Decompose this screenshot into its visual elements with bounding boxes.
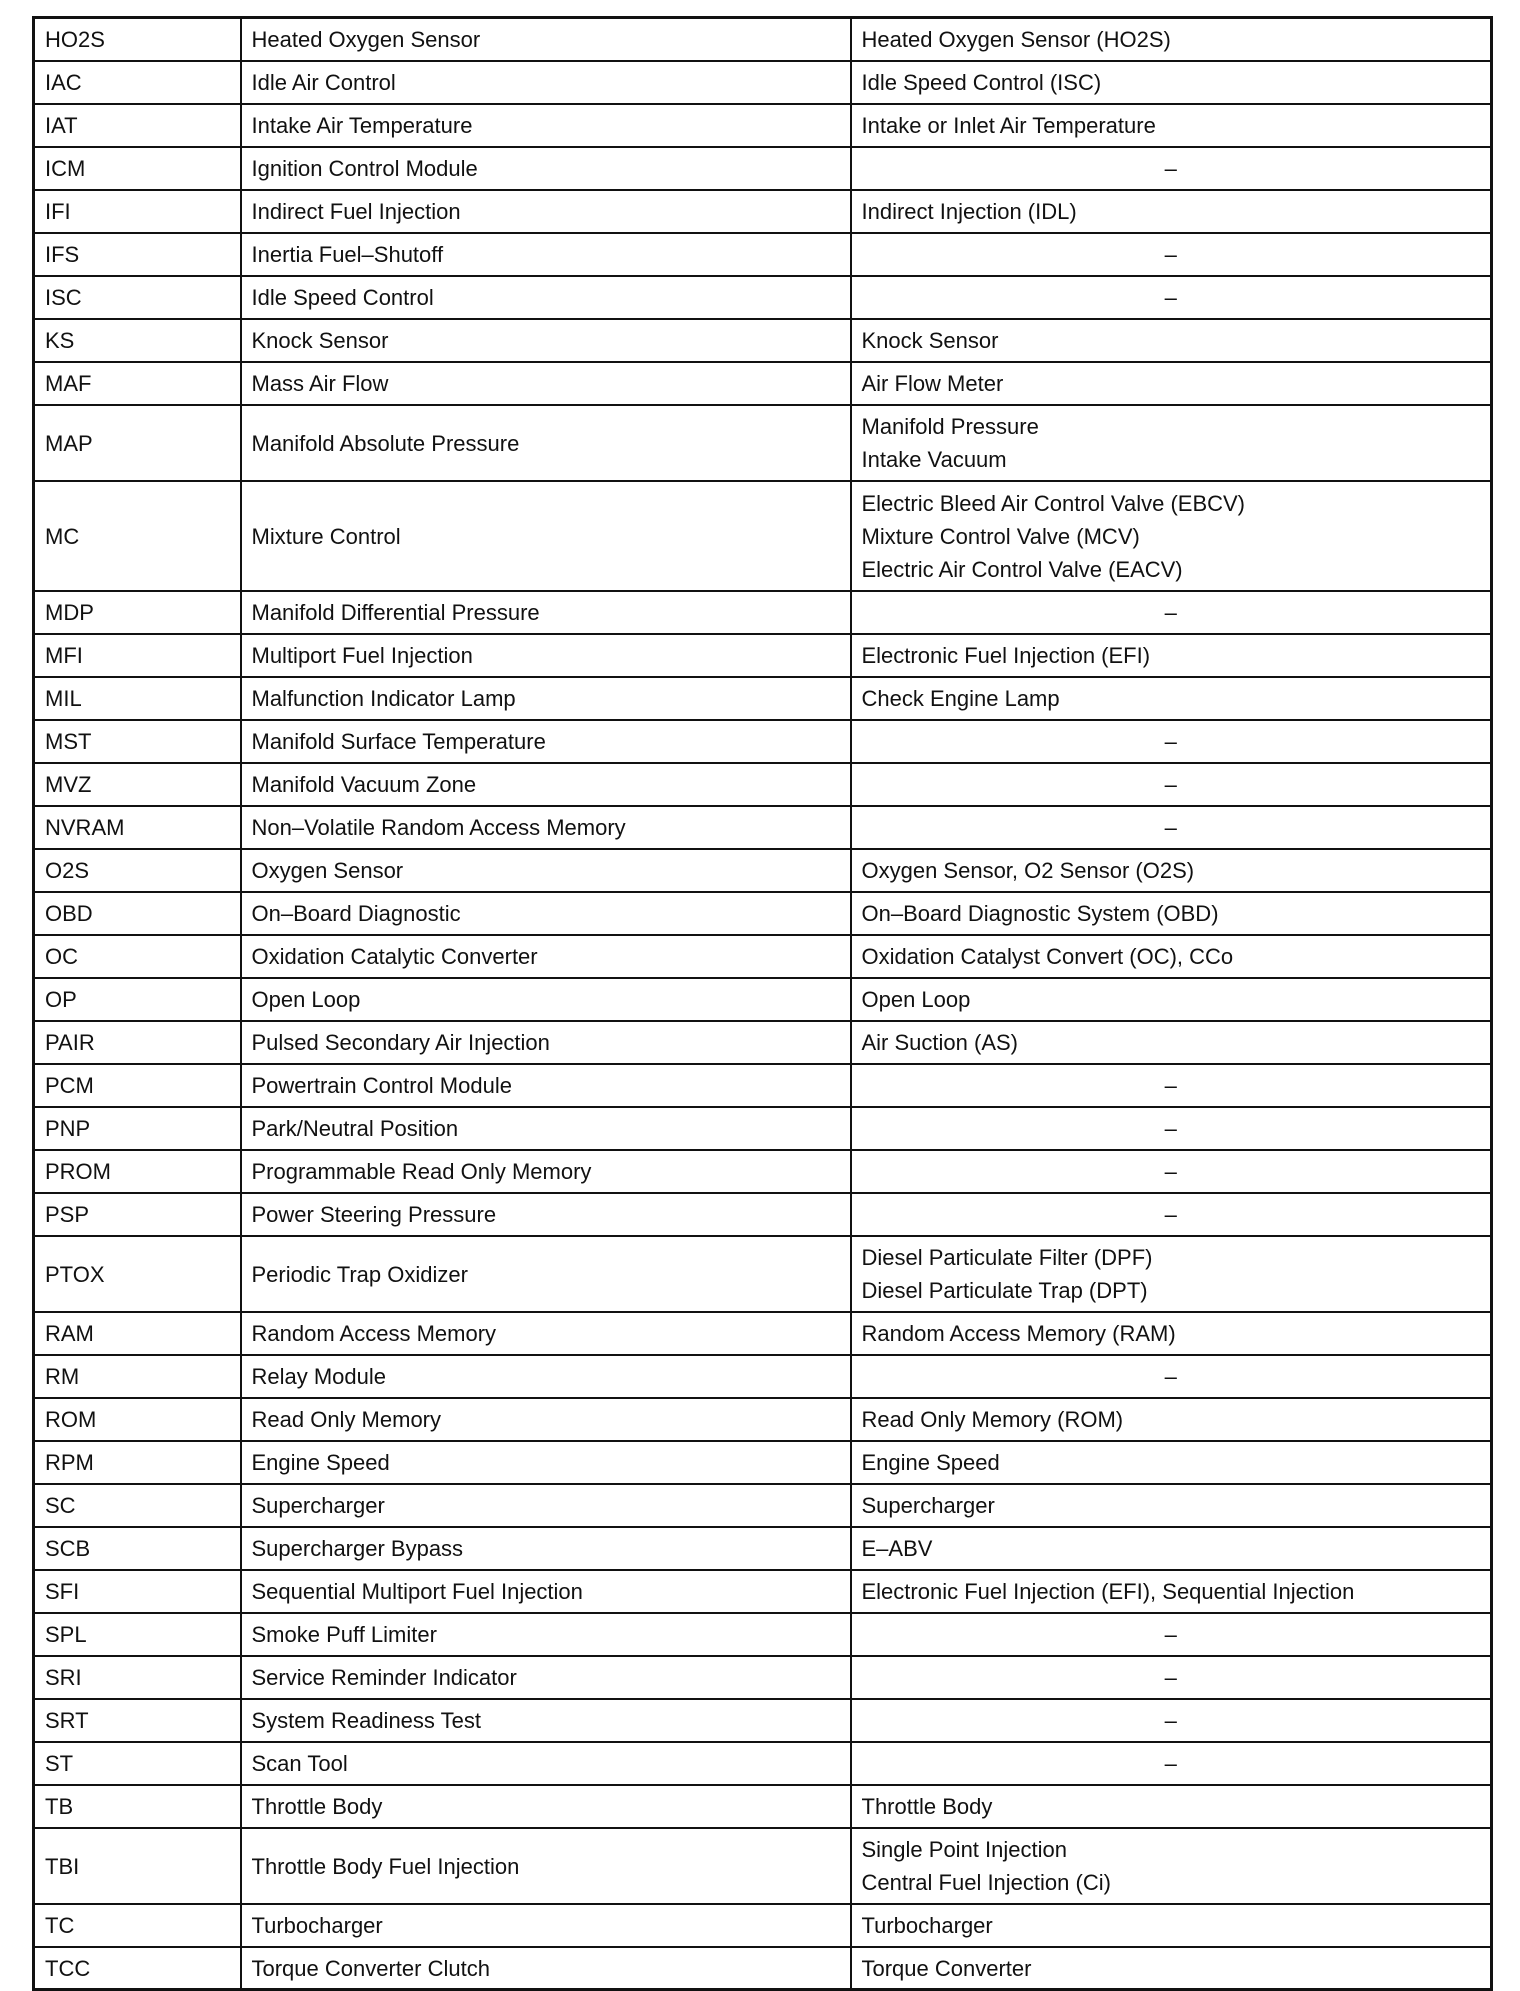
term-cell: Throttle Body Fuel Injection [241,1828,851,1904]
alternate-term-line: – [1164,1159,1177,1184]
abbreviation-cell: TBI [34,1828,241,1904]
table-row [34,405,1492,481]
table-row [34,233,1492,276]
alternate-term-cell [851,1656,1492,1699]
abbreviation-cell: TB [34,1785,241,1828]
alternate-term-line: – [1164,1665,1177,1690]
term-cell: Mixture Control [241,481,851,591]
table-row [34,1236,1492,1312]
alternate-term-line: Supercharger [861,1493,995,1518]
abbreviation-cell: MAF [34,362,241,405]
table-row [34,1484,1492,1527]
abbreviation-cell: MIL [34,677,241,720]
table-row [34,806,1492,849]
table-row [34,720,1492,763]
abbreviation-cell: ST [34,1742,241,1785]
alternate-term-line: – [1164,1708,1177,1733]
abbreviation-cell: SRI [34,1656,241,1699]
alternate-term-line: Manifold Pressure [861,414,1039,439]
table-row [34,849,1492,892]
alternate-term-line: Heated Oxygen Sensor (HO2S) [861,27,1171,53]
table-row [34,1699,1492,1742]
term-cell: Powertrain Control Module [241,1064,851,1107]
alternate-term-line: Air Flow Meter [861,371,1004,396]
abbreviation-cell: MDP [34,591,241,634]
abbreviation-cell: KS [34,319,241,362]
abbreviation-cell: PCM [34,1064,241,1107]
term-cell: Pulsed Secondary Air Injection [241,1021,851,1064]
table-row [34,190,1492,233]
abbreviation-cell: SCB [34,1527,241,1570]
term-cell: Power Steering Pressure [241,1193,851,1236]
table-row [34,276,1492,319]
abbreviation-cell: OBD [34,892,241,935]
term-cell: Manifold Absolute Pressure [241,405,851,481]
abbreviation-cell: TC [34,1904,241,1947]
table-row [34,1613,1492,1656]
alternate-term-line: Diesel Particulate Filter (DPF) [861,1245,1153,1270]
abbreviation-cell: SPL [34,1613,241,1656]
term-cell: Indirect Fuel Injection [241,190,851,233]
alternate-term-line: Random Access Memory (RAM) [861,1321,1176,1346]
alternate-term-line: Electronic Fuel Injection (EFI), Sequential Injection [861,1579,1355,1604]
table-row [34,1107,1492,1150]
alternate-term-line: Engine Speed [861,1450,1000,1475]
term-cell: Mass Air Flow [241,362,851,405]
alternate-term-cell [851,147,1492,190]
abbreviation-cell: RAM [34,1312,241,1355]
term-cell: Torque Converter Clutch [241,1947,851,1990]
abbreviation-cell: PAIR [34,1021,241,1064]
alternate-term-cell [851,1947,1492,1990]
abbreviation-cell: OP [34,978,241,1021]
table-row [34,1570,1492,1613]
table-row [34,935,1492,978]
alternate-term-cell [851,1742,1492,1785]
table-row [34,1947,1492,1990]
abbreviation-cell: MVZ [34,763,241,806]
alternate-term-cell [851,1193,1492,1236]
table-row [34,1785,1492,1828]
abbreviation-cell: IAC [34,61,241,104]
alternate-term-cell [851,1484,1492,1527]
abbreviation-cell: O2S [34,849,241,892]
table-row [34,978,1492,1021]
term-cell: Smoke Puff Limiter [241,1613,851,1656]
alternate-term-cell [851,1355,1492,1398]
alternate-term-cell [851,319,1492,362]
alternate-term-cell [851,1107,1492,1150]
abbreviation-table-body [34,18,1492,1990]
alternate-term-cell [851,1150,1492,1193]
alternate-term-line: – [1164,729,1177,754]
table-row [34,1742,1492,1785]
alternate-term-line: Knock Sensor [861,328,999,353]
table-row [34,1828,1492,1904]
alternate-term-cell [851,1236,1492,1312]
abbreviation-cell: MC [34,481,241,591]
alternate-term-line: – [1164,1073,1177,1098]
alternate-term-cell [851,481,1492,591]
abbreviation-cell: PROM [34,1150,241,1193]
table-row [34,1021,1492,1064]
alternate-term-line: Idle Speed Control (ISC) [861,70,1102,95]
table-row [34,763,1492,806]
term-cell: Manifold Differential Pressure [241,591,851,634]
alternate-term-line: Read Only Memory (ROM) [861,1407,1124,1432]
abbreviation-cell: MST [34,720,241,763]
alternate-term-cell [851,1064,1492,1107]
alternate-term-cell [851,634,1492,677]
term-cell: Manifold Vacuum Zone [241,763,851,806]
alternate-term-cell [851,1312,1492,1355]
alternate-term-line: E–ABV [861,1536,933,1561]
abbreviation-cell: ISC [34,276,241,319]
alternate-term-line: Single Point Injection [861,1837,1067,1862]
table-row [34,1064,1492,1107]
alternate-term-cell [851,190,1492,233]
abbreviation-cell: MFI [34,634,241,677]
table-row [34,1441,1492,1484]
term-cell: Malfunction Indicator Lamp [241,677,851,720]
alternate-term-line: – [1164,1751,1177,1776]
alternate-term-cell [851,1021,1492,1064]
alternate-term-line: – [1164,772,1177,797]
alternate-term-line: Torque Converter [861,1955,1032,1981]
alternate-term-cell [851,1527,1492,1570]
term-cell: Scan Tool [241,1742,851,1785]
table-row [34,1656,1492,1699]
alternate-term-line: Intake or Inlet Air Temperature [861,113,1156,138]
abbreviation-cell: OC [34,935,241,978]
abbreviation-cell: NVRAM [34,806,241,849]
alternate-term-line: Electric Air Control Valve (EACV) [861,556,1183,582]
abbreviation-cell: MAP [34,405,241,481]
alternate-term-line: – [1164,156,1177,181]
term-cell: Open Loop [241,978,851,1021]
table-row [34,892,1492,935]
alternate-term-line: – [1164,1116,1177,1141]
alternate-term-line: Electric Bleed Air Control Valve (EBCV) [861,490,1246,516]
abbreviation-cell: HO2S [34,18,241,61]
term-cell: Read Only Memory [241,1398,851,1441]
alternate-term-line: Air Suction (AS) [861,1030,1018,1055]
term-cell: Knock Sensor [241,319,851,362]
term-cell: Programmable Read Only Memory [241,1150,851,1193]
alternate-term-cell [851,677,1492,720]
term-cell: Ignition Control Module [241,147,851,190]
abbreviation-table [32,16,1493,1991]
alternate-term-cell [851,763,1492,806]
table-row [34,634,1492,677]
alternate-term-line: – [1164,285,1177,310]
abbreviation-cell: RM [34,1355,241,1398]
alternate-term-line: – [1164,815,1177,840]
term-cell: Park/Neutral Position [241,1107,851,1150]
term-cell: System Readiness Test [241,1699,851,1742]
alternate-term-cell [851,61,1492,104]
alternate-term-line: Diesel Particulate Trap (DPT) [861,1278,1148,1303]
table-row [34,104,1492,147]
alternate-term-cell [851,1904,1492,1947]
alternate-term-line: Oxygen Sensor, O2 Sensor (O2S) [861,858,1195,883]
alternate-term-line: Indirect Injection (IDL) [861,199,1077,224]
term-cell: Oxygen Sensor [241,849,851,892]
abbreviation-cell: PTOX [34,1236,241,1312]
alternate-term-cell [851,892,1492,935]
alternate-term-cell [851,1570,1492,1613]
abbreviation-cell: SRT [34,1699,241,1742]
table-row [34,362,1492,405]
alternate-term-line: Oxidation Catalyst Convert (OC), CCo [861,944,1234,969]
alternate-term-line: Check Engine Lamp [861,686,1060,711]
term-cell: Periodic Trap Oxidizer [241,1236,851,1312]
table-row [34,61,1492,104]
term-cell: Supercharger Bypass [241,1527,851,1570]
alternate-term-cell [851,978,1492,1021]
table-row [34,591,1492,634]
abbreviation-cell: PSP [34,1193,241,1236]
table-row [34,18,1492,61]
table-row [34,1398,1492,1441]
alternate-term-cell [851,405,1492,481]
abbreviation-cell: SFI [34,1570,241,1613]
alternate-term-line: – [1164,1202,1177,1227]
alternate-term-cell [851,1828,1492,1904]
table-row [34,147,1492,190]
abbreviation-cell: IFI [34,190,241,233]
alternate-term-cell [851,276,1492,319]
table-row [34,1904,1492,1947]
alternate-term-line: On–Board Diagnostic System (OBD) [861,901,1219,926]
alternate-term-cell [851,1699,1492,1742]
term-cell: Intake Air Temperature [241,104,851,147]
alternate-term-cell [851,1785,1492,1828]
table-row [34,1355,1492,1398]
table-row [34,677,1492,720]
alternate-term-cell [851,720,1492,763]
term-cell: Heated Oxygen Sensor [241,18,851,61]
alternate-term-line: Throttle Body [861,1794,993,1819]
alternate-term-cell [851,104,1492,147]
alternate-term-cell [851,18,1492,61]
term-cell: Idle Speed Control [241,276,851,319]
abbreviation-cell: IAT [34,104,241,147]
alternate-term-cell [851,1398,1492,1441]
abbreviation-cell: SC [34,1484,241,1527]
abbreviation-cell: ROM [34,1398,241,1441]
term-cell: Manifold Surface Temperature [241,720,851,763]
term-cell: Turbocharger [241,1904,851,1947]
alternate-term-line: Mixture Control Valve (MCV) [861,523,1140,549]
alternate-term-line: Open Loop [861,987,971,1012]
alternate-term-line: Central Fuel Injection (Ci) [861,1870,1111,1895]
term-cell: Multiport Fuel Injection [241,634,851,677]
term-cell: On–Board Diagnostic [241,892,851,935]
alternate-term-line: – [1164,600,1177,625]
alternate-term-cell [851,362,1492,405]
alternate-term-line: Intake Vacuum [861,447,1007,472]
alternate-term-cell [851,806,1492,849]
term-cell: Engine Speed [241,1441,851,1484]
term-cell: Service Reminder Indicator [241,1656,851,1699]
alternate-term-cell [851,1441,1492,1484]
alternate-term-line: Turbocharger [861,1913,993,1938]
term-cell: Non–Volatile Random Access Memory [241,806,851,849]
alternate-term-cell [851,591,1492,634]
table-row [34,1150,1492,1193]
table-row [34,1527,1492,1570]
term-cell: Sequential Multiport Fuel Injection [241,1570,851,1613]
alternate-term-cell [851,1613,1492,1656]
alternate-term-cell [851,849,1492,892]
abbreviation-cell: TCC [34,1947,241,1990]
term-cell: Relay Module [241,1355,851,1398]
abbreviation-cell: ICM [34,147,241,190]
term-cell: Oxidation Catalytic Converter [241,935,851,978]
alternate-term-line: – [1164,242,1177,267]
table-row [34,319,1492,362]
term-cell: Random Access Memory [241,1312,851,1355]
alternate-term-cell [851,935,1492,978]
table-row [34,481,1492,591]
term-cell: Throttle Body [241,1785,851,1828]
alternate-term-line: – [1164,1622,1177,1647]
abbreviation-cell: IFS [34,233,241,276]
term-cell: Idle Air Control [241,61,851,104]
abbreviation-cell: PNP [34,1107,241,1150]
abbreviation-cell: RPM [34,1441,241,1484]
term-cell: Supercharger [241,1484,851,1527]
table-row [34,1193,1492,1236]
alternate-term-cell [851,233,1492,276]
term-cell: Inertia Fuel–Shutoff [241,233,851,276]
alternate-term-line: Electronic Fuel Injection (EFI) [861,643,1151,668]
table-row [34,1312,1492,1355]
alternate-term-line: – [1164,1364,1177,1389]
